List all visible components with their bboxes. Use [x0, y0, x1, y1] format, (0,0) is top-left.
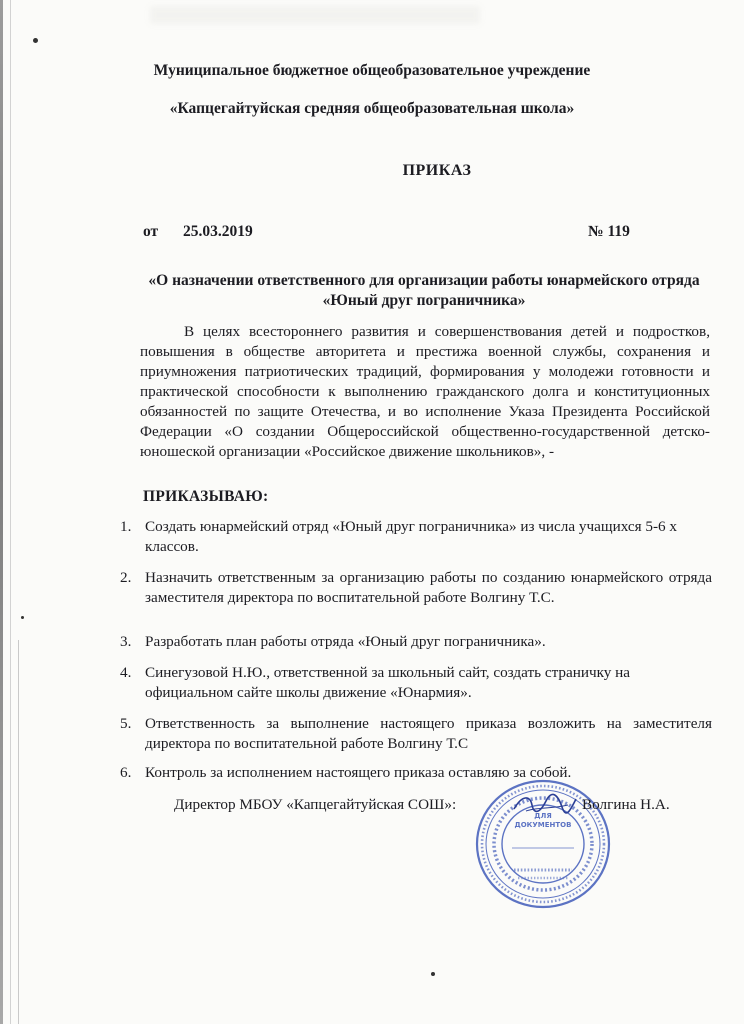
scan-speck [33, 38, 38, 43]
order-item-text: Создать юнармейский отряд «Юный друг пограничника» из числа учащихся 5-6 х классов. [145, 518, 678, 555]
order-item-text: Назначить ответственным за организацию работы по созданию юнармейского отряда заместителя директора по воспитательной работе Волгину Т.С. [145, 569, 712, 606]
order-word: ПРИКАЗЫВАЮ: [143, 488, 269, 505]
order-item-number: 5. [120, 715, 132, 732]
stamp-text-line: ДЛЯ [534, 812, 552, 820]
order-item [120, 568, 712, 608]
order-item [120, 714, 712, 754]
order-item-text: Ответственность за выполнение настоящего приказа возложить на заместителя директора по воспитательной работе Волгину Т.С [145, 715, 712, 752]
order-item [120, 517, 712, 557]
order-item-number: 3. [120, 633, 132, 650]
scan-bleed-mark [150, 6, 480, 24]
scan-speck [21, 616, 24, 619]
order-item [120, 632, 712, 652]
order-item-text: Разработать план работы отряда «Юный друг пограничника». [145, 633, 546, 650]
scan-edge [0, 0, 3, 1024]
stamp-text-line: ДОКУМЕНТОВ [514, 821, 572, 829]
order-item [120, 763, 712, 783]
order-item-number: 1. [120, 518, 132, 535]
order-item-text: Синегузовой Н.Ю., ответственной за школьный сайт, создать страничку на официальном сайте школы движение «Юнармия». [145, 664, 631, 701]
scan-fold-line [10, 0, 11, 1024]
handwritten-signature [512, 791, 578, 817]
document-subject: «О назначении ответственного для организации работы юнармейского отряда «Юный друг пограничника» [148, 272, 700, 309]
order-item-number: 2. [120, 569, 132, 586]
signatory-title: Директор МБОУ «Капцегайтуйская СОШ»: [174, 796, 457, 813]
order-item-number: 4. [120, 664, 132, 681]
order-item [120, 663, 712, 703]
document-date: 25.03.2019 [183, 223, 253, 240]
order-item-text: Контроль за исполнением настоящего приказа оставляю за собой. [145, 764, 572, 781]
institution-name: Муниципальное бюджетное общеобразовательное учреждение [153, 62, 591, 79]
document-number: № 119 [588, 223, 630, 240]
preamble-paragraph: В целях всестороннего развития и совершенствования детей и подростков, повышения в обществе авторитета и престижа военной службы, сохранения и приумножения патриотических традиций, формирования у молодежи готовности и практической способности к выполнению гражданского долга и конституционных обязанностей по защите Отечества, и во исполнение Указа Президента Российской Федерации «О создании Общероссийской общественно-государственной детско-юношеской организации «Российское движение школьников», - [140, 323, 710, 460]
school-name: «Капцегайтуйская средняя общеобразовательная школа» [169, 100, 575, 117]
scan-fold-line [18, 640, 19, 1024]
scan-speck [431, 972, 435, 976]
date-prefix: от [143, 223, 159, 240]
document-type: ПРИКАЗ [402, 162, 472, 179]
order-item-number: 6. [120, 764, 132, 781]
signatory-name: Волгина Н.А. [582, 796, 670, 813]
